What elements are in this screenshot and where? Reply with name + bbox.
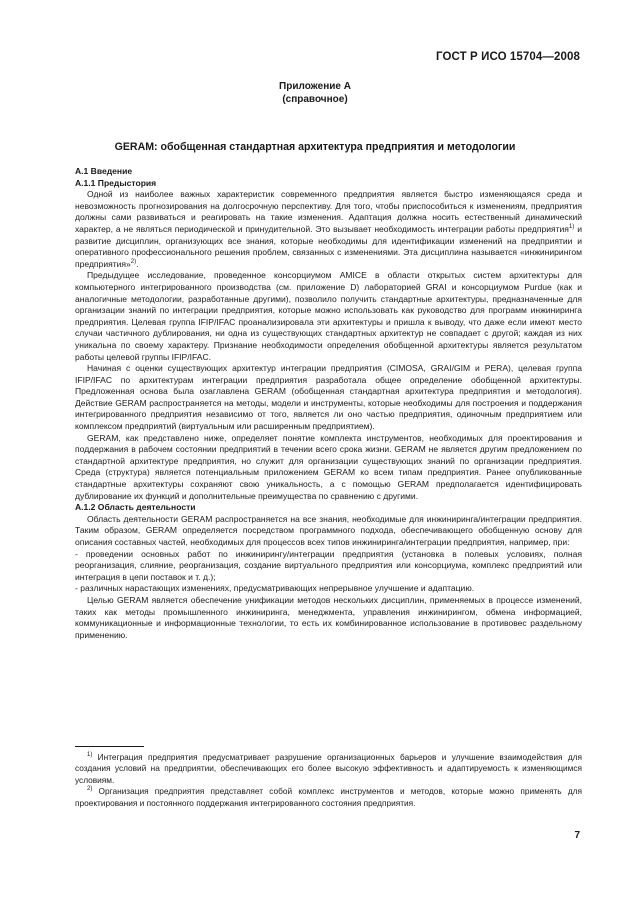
footnote-text: Организация предприятия представляет собой комплекс инструментов и методов, которые можно применять для проектирования и постоянного поддержания интегрированного состояния предприятия. (75, 786, 582, 808)
section-heading-a12: А.1.2 Область деятельности (75, 502, 196, 513)
footnote-2 (75, 786, 582, 809)
list-item: - проведении основных работ по инжинирингу/интеграции предприятия (установка в полевых условиях, полная реорганизация, слияние, реорганизация, создание виртуального предприятия или консорциума, комплекс предприятий или интеграция в цепи поставок и т. д.); (75, 548, 582, 582)
list-item: - различных нарастающих изменениях, предусматривающих непрерывное улучшение и адаптацию. (75, 583, 475, 594)
paragraph: Целью GERAM является обеспечение унификации методов нескольких дисциплин, применяемых в процессе изменений, таких как методы промышленного инжиниринга, менеджмента, управления инжинирингом, обмена информацией, коммуникационные и информационные технологии, то есть их комбинированное использование в противовес раздельному применению. (75, 594, 582, 640)
footnote-ref-1: 1) (568, 224, 575, 231)
paragraph: Область деятельности GERAM распространяется на все знания, необходимые для инжиниринга/интеграции предприятия. Таким образом, GERAM определяется посредством программного подхода, обеспечивающего обобщенную основу для описания составных частей, необходимых для процессов всех типов инжиниринга/интеграции предприятия, например, при: (75, 513, 582, 547)
paragraph-text: . (136, 258, 139, 269)
paragraph: Начиная с оценки существующих архитектур интеграции предприятия (CIMOSA, GRAI/GIM и PERA), целевая группа IFIP/IFAC по архитектурам интеграции предприятия разработала общее определение обобщенной архитектуры. Предложенная основа была озаглавлена GERAM (обобщенная стандартная архитектура предприятия и методология). Действие GERAM распространяется на методы, модели и инструменты, которые необходимы для построения и поддержания интегрированного предприятия независимо от того, является ли оно частью предприятия, одиночным предприятием или комплексом предприятий (виртуальным или расширенным предприятием). (75, 363, 582, 432)
footnote-divider (75, 746, 144, 747)
footnote-1 (75, 752, 582, 786)
annex-type: (справочное) (282, 94, 348, 105)
paragraph-text: Одной из наиболее важных характеристик современного предприятия является быстро изменяющаяся среда и невозможность прогнозирования на долгосрочную перспективу. Для того, чтобы приспособиться к изменениям, предприятия должны сами развиваться и реагировать на такие изменения. Адаптация должна носить естественный динамический характер, а не являться периодической и принудительной. Это вызывает необходимость интеграции работы предприятия (75, 189, 582, 234)
document-body (75, 166, 582, 641)
paragraph: GERAM, как представлено ниже, определяет понятие комплекта инструментов, необходимых для проектирования и поддержания в рабочем состоянии предприятий в течении всего срока жизни. GERAM не является другим предложением по стандартной архитектуре предприятия, но служит для организации существующих знаний по организации предприятия. Среда (структура) является потенциальным приложением GERAM ко всем типам предприятия. Ранее опубликованные стандартные архитектуры сохраняют свою уникальность, а с помощью GERAM предполагается идентифицировать дублирование их функций и дополнительные преимущества по сравнению с другими. (75, 432, 582, 501)
footnote-mark: 2) (87, 786, 93, 793)
paragraph: Предыдущее исследование, проведенное консорциумом AMICE в области открытых систем архитектуры для компьютерного интегрированного производства (см. приложение D) лабораторией GRAI и консорциумом Purdue (как и аналогичные методологии, разработанные другими), позволило получить стандартные архитектуры, предназначенные для организации знаний по интеграции предприятия, которые можно использовать как руководство для программ инжиниринга предприятия. Целевая группа IFIP/IFAC проанализировала эти архитектуры и пришла к выводу, что даже если имеют место случаи частичного дублирования, ни одна из существующих стандартных архитектур не совпадает с другой; каждая из них уникальна по своему характеру. Признание необходимости определения обобщенной архитектуры является результатом работы целевой группы IFIP/IFAC. (75, 270, 582, 362)
section-heading-a1: А.1 Введение (75, 166, 133, 176)
annex-heading (0, 80, 630, 106)
paragraph-text: и развитие дисциплин, организующих все знания, которые необходимы для идентификации изменений на предприятии и оперативного профессионального решения проблем, связанных с изменениями. Эта дисциплина называется «инжинирингом предприятия» (75, 223, 582, 269)
document-title: GERAM: обобщенная стандартная архитектура предприятия и методологии (114, 141, 516, 153)
footnote-mark: 1) (87, 752, 93, 759)
annex-label: Приложение А (279, 81, 351, 92)
section-heading-a11: А.1.1 Предыстория (75, 177, 157, 188)
footnotes (75, 752, 582, 809)
standard-number: ГОСТ Р ИСО 15704—2008 (435, 51, 580, 63)
footnote-text: Интеграция предприятия предусматривает разрушение организационных барьеров и улучшение взаимодействия для создания условий на предприятии, обеспечивающих его более высокую эффективность и адаптируемость к изменяющимся условиям. (75, 752, 582, 785)
footnote-ref-2: 2) (130, 258, 137, 265)
page-number: 7 (574, 830, 580, 841)
paragraph (75, 189, 582, 270)
